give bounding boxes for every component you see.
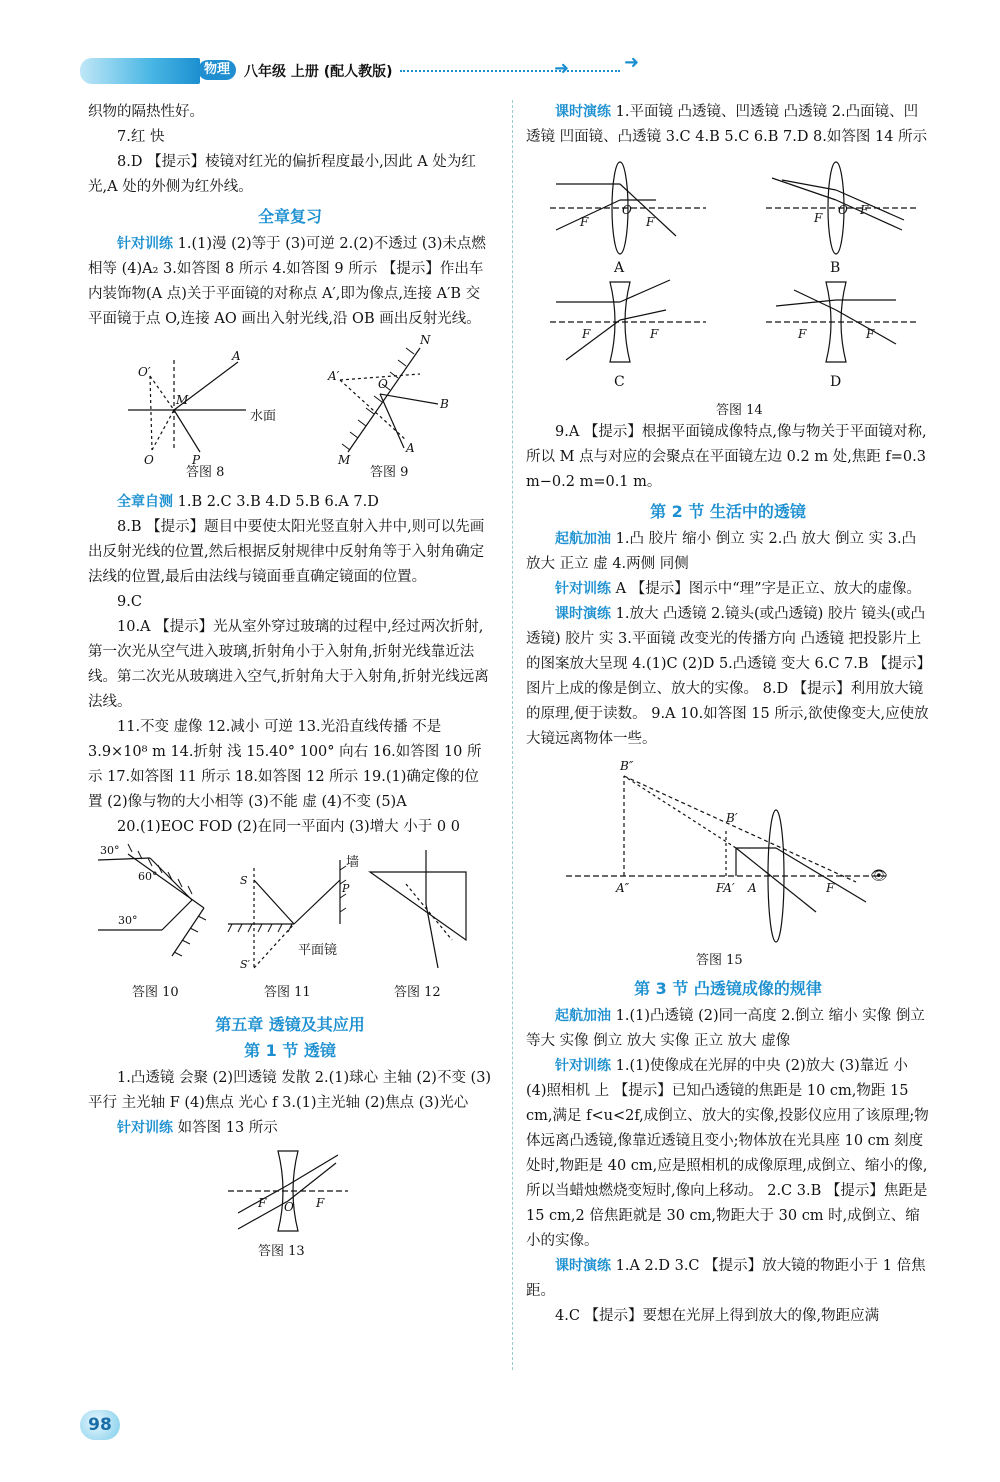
practice-2 xyxy=(526,602,930,752)
answer-4-right: 4.C 【提示】要想在光屏上得到放大的像,物距应满 xyxy=(555,1308,880,1324)
review-training xyxy=(88,232,492,332)
svg-text:P: P xyxy=(342,882,350,895)
figure-14 xyxy=(526,150,930,420)
training-label-2: 针对训练 xyxy=(117,1120,173,1136)
svg-text:B″: B″ xyxy=(620,759,634,773)
svg-text:F: F xyxy=(814,211,823,225)
training-text-3: 1.(1)使像成在光屏的中央 (2)放大 (3)靠近 小 (4)照相机 上 【提示】已知凸透镜的焦距是 10 cm,物距 15 cm,满足 f<u<2f,成倒立、放大的实像,投影仪应用了该原理;物体远离凸透镜,像靠近透镜且变小;物体放在光具座 10 cm 刻度处时,物距是 40 cm,应是照相机的成像原理,成倒立、缩小的像,所以当蜡烛燃烧变短时,像向上移动。 2.C 3.B 【提示】焦距是 15 cm,2 倍焦距就是 30 cm,物距大于 30 cm 时,成倒立、缩小的实像。 xyxy=(526,1058,929,1249)
caption-figure-14: 答图 14 xyxy=(716,403,763,418)
svg-text:O: O xyxy=(622,203,632,217)
practice-text: 1.平面镜 凸透镜、凹透镜 凸透镜 2.凸面镜、凹透镜 凹面镜、凸透镜 3.C 4.B 5.C 6.B 7.D 8.如答图 14 所示 xyxy=(526,104,928,145)
caption-figure-9: 答图 9 xyxy=(370,465,409,480)
answer-9-right: 9.A 【提示】根据平面镜成像特点,像与物关于平面镜对称,所以 M 点与对应的会聚点在平面镜左边 0.2 m 处,焦距 f=0.3 m−0.2 m=0.1 m。 xyxy=(526,424,927,490)
practice-label: 课时演练 xyxy=(555,104,611,120)
training-label-3: 针对训练 xyxy=(555,1058,611,1074)
svg-text:30°: 30° xyxy=(100,844,120,857)
answer-7: 7.红 快 xyxy=(117,129,165,145)
diagram-figure-10-12 xyxy=(88,840,492,1000)
answer-8b: 8.B 【提示】题目中要使太阳光竖直射入井中,则可以先画出反射光线的位置,然后根据反射规律中反射角等于入射角确定法线的位置,最后由法线与镜面垂直确定镜面的位置。 xyxy=(88,519,485,585)
caption-figure-11: 答图 11 xyxy=(264,985,311,1000)
svg-text:F: F xyxy=(316,1196,325,1210)
section-title-review: 全章复习 xyxy=(257,207,322,226)
svg-text:A′: A′ xyxy=(328,369,340,383)
svg-text:A: A xyxy=(406,441,415,455)
warmup-label: 起航加油 xyxy=(555,531,611,547)
header-wave-decoration xyxy=(80,58,200,84)
page-number: 98 xyxy=(80,1410,120,1440)
section-title-3: 第 3 节 凸透镜成像的规律 xyxy=(634,979,822,998)
self-test-text: 1.B 2.C 3.B 4.D 5.B 6.A 7.D xyxy=(173,494,379,510)
training-text: 1.(1)漫 (2)等于 (3)可逆 2.(2)不透过 (3)未点燃 相等 (4)A₂ 3.如答图 8 所示 4.如答图 9 所示 【提示】作出车内装饰物(A 点)关于平面镜的对称点 A′,即为像点,连接 A′B 交平面镜于点 O,连接 AO 画出入射光线,沿 OB 画出反射光线。 xyxy=(88,236,486,327)
water-surface-label: 水面 xyxy=(250,409,277,424)
plane-mirror-label: 平面镜 xyxy=(298,943,338,958)
practice-text-3: 1.A 2.D 3.C 【提示】放大镜的物距小于 1 倍焦距。 xyxy=(526,1258,926,1299)
figure-15 xyxy=(526,752,930,972)
grade-label: 八年级 上册 (配人教版) xyxy=(244,64,393,80)
left-column xyxy=(88,100,492,1261)
svg-text:N: N xyxy=(420,333,431,347)
svg-text:60°: 60° xyxy=(138,870,158,883)
answer-8: 8.D 【提示】棱镜对红光的偏折程度最小,因此 A 处为红光,A 处的外侧为红外线。 xyxy=(88,154,476,195)
svg-text:A″: A″ xyxy=(616,881,630,895)
practice-label-2: 课时演练 xyxy=(555,606,611,622)
chapter-self-test xyxy=(88,490,492,515)
svg-text:FA′: FA′ xyxy=(716,881,735,895)
svg-text:B: B xyxy=(830,260,841,276)
practice-text-2: 1.放大 凸透镜 2.镜头(或凸透镜) 胶片 镜头(或凸透镜) 胶片 实 3.平面镜 改变光的传播方向 凸透镜 把投影片上的图案放大呈现 4.(1)C (2)D 5.凸透镜 变大 6.C 7.B 【提示】图片上成的像是倒立、放大的实像。 8.D 【提示】利用放大镜的原理,便于读数。 9.A 10.如答图 15 所示,欲使像变大,应使放大镜远离物体一些。 xyxy=(526,606,929,747)
svg-text:D: D xyxy=(830,374,842,390)
training-label: 针对训练 xyxy=(117,236,173,252)
figures-10-12 xyxy=(88,840,492,1000)
caption-figure-8: 答图 8 xyxy=(186,465,225,480)
svg-text:B′: B′ xyxy=(726,811,738,825)
right-column xyxy=(526,100,930,1329)
arrow-right-icon: ➜ xyxy=(554,58,570,79)
training-2 xyxy=(526,577,930,602)
svg-text:F: F xyxy=(650,327,659,341)
self-test-label: 全章自测 xyxy=(117,494,173,510)
svg-text:F: F xyxy=(860,203,869,217)
figures-8-9 xyxy=(88,332,492,484)
lesson-practice xyxy=(526,100,930,150)
caption-figure-13: 答图 13 xyxy=(258,1244,305,1259)
answer-10: 10.A 【提示】光从室外穿过玻璃的过程中,经过两次折射,第一次光从空气进入玻璃,折射角小于入射角,折射光线靠近法线。第二次光从玻璃进入空气,折射角大于入射角,折射光线远离法线。 xyxy=(88,619,489,710)
arrow-right-icon: ➜ xyxy=(624,52,640,73)
warmup-text-3: 1.(1)凸透镜 (2)同一高度 2.倒立 缩小 实像 倒立 等大 实像 倒立 放大 实像 正立 放大 虚像 xyxy=(526,1008,925,1049)
svg-text:C: C xyxy=(614,374,625,390)
svg-text:M: M xyxy=(176,393,189,407)
caption-figure-15: 答图 15 xyxy=(696,953,743,968)
caption-figure-12: 答图 12 xyxy=(394,985,441,1000)
caption-figure-10: 答图 10 xyxy=(132,985,179,1000)
practice-label-3: 课时演练 xyxy=(555,1258,611,1274)
svg-text:O′: O′ xyxy=(138,365,151,379)
svg-text:F: F xyxy=(866,327,875,341)
header-dotted-line xyxy=(400,70,620,72)
answer-20: 20.(1)EOC FOD (2)在同一平面内 (3)增大 小于 0 0 xyxy=(117,819,460,835)
svg-text:S: S xyxy=(240,874,248,887)
warmup-label-3: 起航加油 xyxy=(555,1008,611,1024)
warmup-2 xyxy=(526,527,930,577)
svg-text:M: M xyxy=(338,453,351,467)
answer-9: 9.C xyxy=(117,594,142,610)
svg-text:F: F xyxy=(646,215,655,229)
text-line: 织物的隔热性好。 xyxy=(88,104,204,120)
page-header xyxy=(80,52,640,84)
training-3 xyxy=(526,1054,930,1254)
warmup-3 xyxy=(526,1004,930,1054)
svg-text:O: O xyxy=(144,453,154,467)
section-title-lens: 第 1 节 透镜 xyxy=(244,1041,336,1060)
wall-label: 墙 xyxy=(346,855,360,870)
training-text-2: 如答图 13 所示 xyxy=(173,1120,278,1136)
svg-text:30°: 30° xyxy=(118,914,138,927)
svg-text:F: F xyxy=(582,327,591,341)
warmup-text: 1.凸 胶片 缩小 倒立 实 2.凸 放大 倒立 实 3.凸 放大 正立 虚 4.两侧 同侧 xyxy=(526,531,917,572)
svg-text:S′: S′ xyxy=(240,958,251,971)
svg-text:A: A xyxy=(614,260,625,276)
svg-text:F: F xyxy=(798,327,807,341)
svg-text:O: O xyxy=(284,1200,294,1214)
svg-text:F: F xyxy=(258,1196,267,1210)
chapter-title: 第五章 透镜及其应用 xyxy=(215,1015,365,1034)
svg-text:P: P xyxy=(192,453,201,467)
section-title-2: 第 2 节 生活中的透镜 xyxy=(650,502,806,521)
practice-3 xyxy=(526,1254,930,1304)
answer-11-19: 11.不变 虚像 12.减小 可逆 13.光沿直线传播 不是 3.9×10⁸ m 14.折射 浅 15.40° 100° 向右 16.如答图 10 所示 17.如答图 11 所示 18.如答图 12 所示 19.(1)确定像的位置 (2)像与物的大小相等 (3)不能 虚 (4)不变 (5)A xyxy=(88,719,482,810)
figure-13 xyxy=(88,1141,492,1261)
svg-text:B: B xyxy=(440,397,449,411)
diagram-figure-13 xyxy=(88,1141,492,1241)
column-divider xyxy=(512,100,513,1370)
svg-text:👁: 👁 xyxy=(870,868,888,884)
svg-text:O: O xyxy=(838,203,848,217)
svg-text:O: O xyxy=(378,377,388,391)
svg-text:A: A xyxy=(748,881,757,895)
training-label-r2: 针对训练 xyxy=(555,581,611,597)
diagram-figure-8-9 xyxy=(88,332,492,484)
section-1-answers: 1.凸透镜 会聚 (2)凹透镜 发散 2.(1)球心 主轴 (2)不变 (3)平行 主光轴 F (4)焦点 光心 f 3.(1)主光轴 (2)焦点 (3)光心 xyxy=(88,1070,492,1111)
subject-badge: 物理 xyxy=(198,60,236,80)
training-text-r2: A 【提示】图示中“理”字是正立、放大的虚像。 xyxy=(611,581,922,597)
section-1-training xyxy=(88,1116,492,1141)
svg-text:F: F xyxy=(580,215,589,229)
diagram-figure-15 xyxy=(526,752,930,952)
svg-text:A: A xyxy=(232,349,241,363)
diagram-figure-14 xyxy=(526,150,930,400)
svg-text:F: F xyxy=(826,881,835,895)
